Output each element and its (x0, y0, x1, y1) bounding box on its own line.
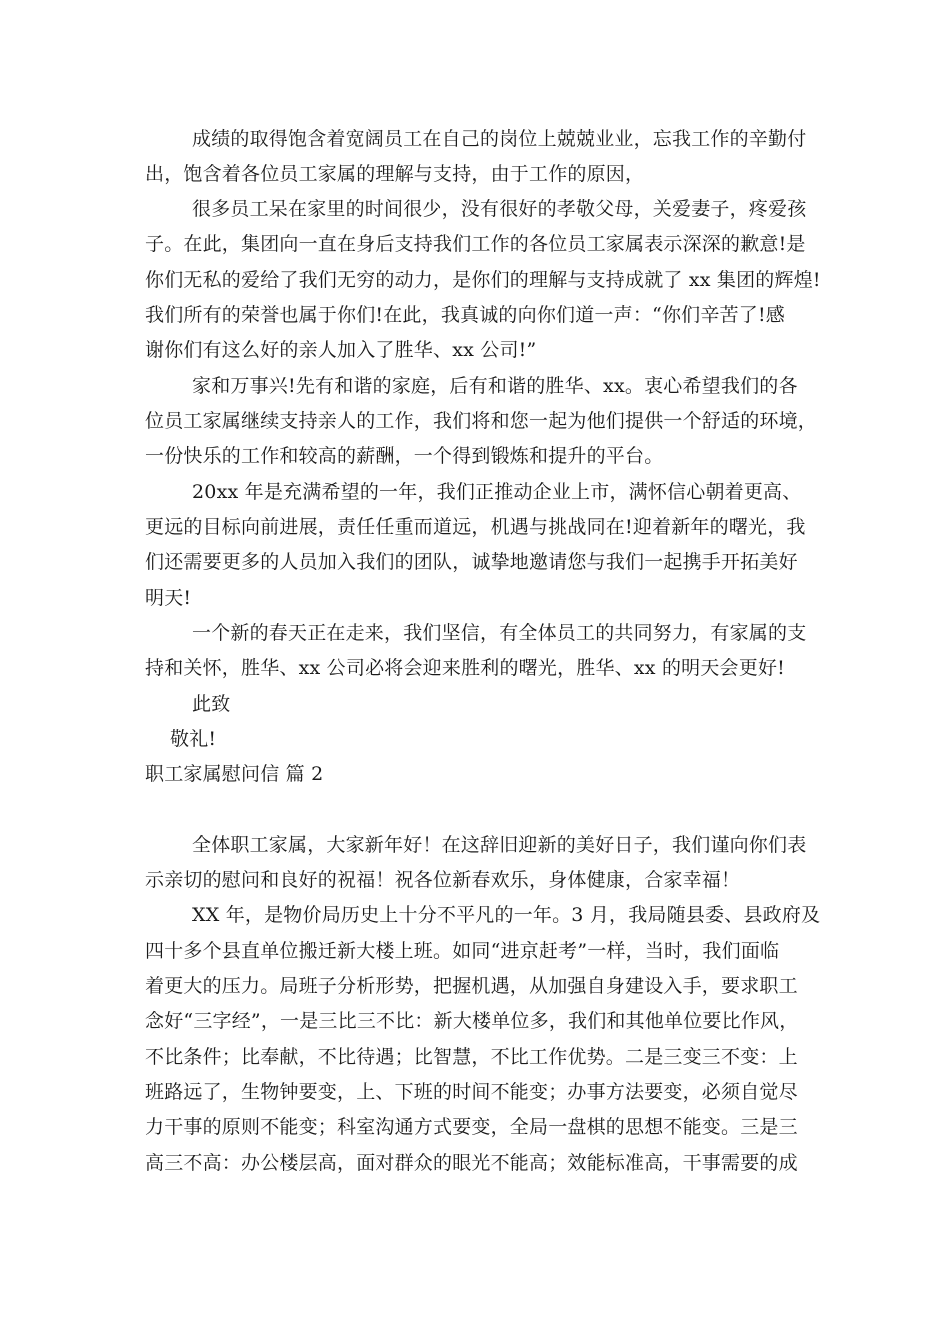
paragraph-line: 持和关怀，胜华、xx 公司必将会迎来胜利的曙光，胜华、xx 的明天会更好! (145, 657, 785, 679)
paragraph-line: 更远的目标向前进展，责任任重而道远，机遇与挑战同在!迎着新年的曙光，我 (145, 516, 806, 538)
paragraph-line: 成绩的取得饱含着宽阔员工在自己的岗位上兢兢业业，忘我工作的辛勤付 (192, 128, 807, 150)
paragraph-line: 全体职工家属，大家新年好！在这辞旧迎新的美好日子，我们谨向你们表 (192, 834, 807, 856)
paragraph-line: 位员工家属继续支持亲人的工作，我们将和您一起为他们提供一个舒适的环境， (145, 410, 818, 432)
paragraph-line: 很多员工呆在家里的时间很少，没有很好的孝敬父母，关爱妻子，疼爱孩 (192, 198, 807, 220)
paragraph-line: 谢你们有这么好的亲人加入了胜华、xx 公司!” (145, 339, 537, 361)
paragraph-line: 班路远了，生物钟要变，上、下班的时间不能变；办事方法要变，必须自觉尽 (145, 1081, 798, 1103)
paragraph-line: 们还需要更多的人员加入我们的团队，诚挚地邀请您与我们一起携手开拓美好 (145, 551, 798, 573)
paragraph-line: 一个新的春天正在走来，我们坚信，有全体员工的共同努力，有家属的支 (192, 622, 807, 644)
paragraph-line: 家和万事兴!先有和谐的家庭，后有和谐的胜华、xx。衷心希望我们的各 (192, 375, 798, 397)
paragraph-line: 你们无私的爱给了我们无穷的动力，是你们的理解与支持成就了 xx 集团的辉煌! (145, 269, 821, 291)
paragraph-line: 念好“三字经”，一是三比三不比：新大楼单位多，我们和其他单位要比作风， (145, 1010, 799, 1032)
closing-salutation: 此致 (192, 693, 231, 715)
paragraph-line: 一份快乐的工作和较高的薪酬，一个得到锻炼和提升的平台。 (145, 445, 664, 467)
paragraph-line: 高三不高：办公楼层高，面对群众的眼光不能高；效能标准高，干事需要的成 (145, 1152, 798, 1174)
paragraph-line: 着更大的压力。局班子分析形势，把握机遇，从加强自身建设入手，要求职工 (145, 975, 798, 997)
paragraph-line: 明天! (145, 587, 192, 609)
paragraph-line: 20xx 年是充满希望的一年，我们正推动企业上市，满怀信心朝着更高、 (192, 481, 802, 503)
section-title: 职工家属慰问信 篇 2 (145, 763, 324, 785)
paragraph-line: 我们所有的荣誉也属于你们!在此，我真诚的向你们道一声：“你们辛苦了!感 (145, 304, 785, 326)
closing-regards: 敬礼! (170, 728, 217, 750)
paragraph-line: 力干事的原则不能变；科室沟通方式要变，全局一盘棋的思想不能变。三是三 (145, 1116, 798, 1138)
paragraph-line: 示亲切的慰问和良好的祝福！祝各位新春欢乐，身体健康，合家幸福！ (145, 869, 741, 891)
paragraph-line: 子。在此，集团向一直在身后支持我们工作的各位员工家属表示深深的歉意!是 (145, 233, 806, 255)
paragraph-line: 四十多个县直单位搬迁新大楼上班。如同“进京赶考”一样，当时，我们面临 (145, 940, 780, 962)
paragraph-line: 出，饱含着各位员工家属的理解与支持，由于工作的原因， (145, 163, 645, 185)
paragraph-line: XX 年，是物价局历史上十分不平凡的一年。3 月，我局随县委、县政府及 (192, 904, 821, 926)
paragraph-line: 不比条件；比奉献，不比待遇；比智慧，不比工作优势。二是三变三不变：上 (145, 1046, 798, 1068)
